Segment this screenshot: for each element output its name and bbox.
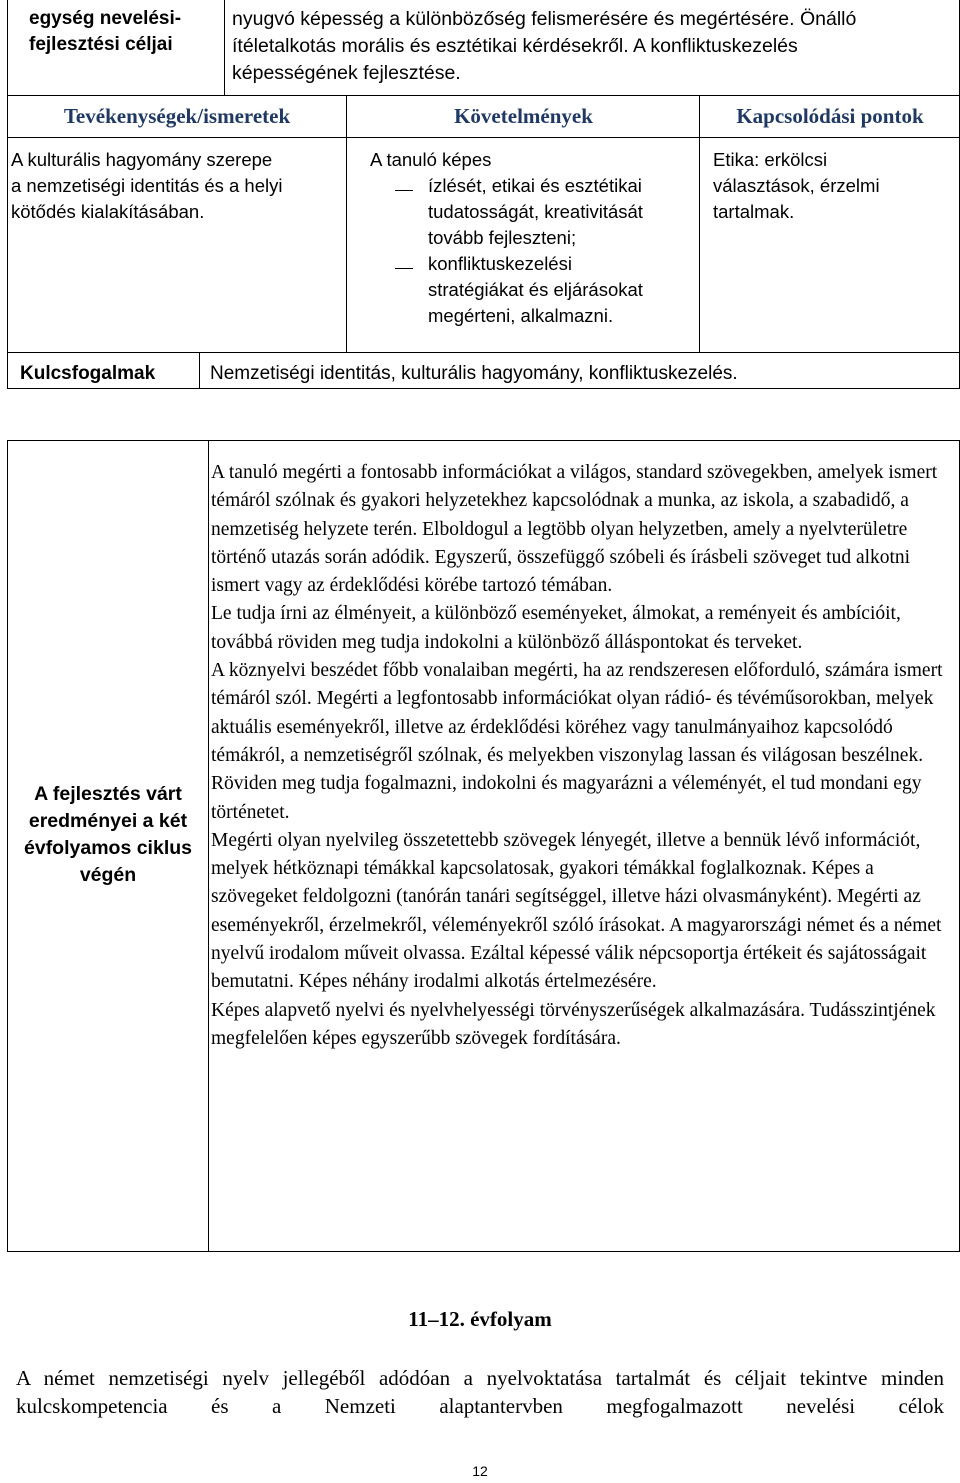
development-goals-table (7, 0, 960, 389)
requirements-item (428, 173, 643, 251)
expected-results-label-line: évfolyamos ciklus (24, 837, 192, 859)
activities-line: a nemzetiségi identitás és a helyi (11, 175, 283, 196)
activities-text (11, 147, 282, 225)
requirements-item (428, 251, 643, 329)
header-requirements-cell (347, 96, 700, 138)
expected-results-table (7, 440, 960, 1252)
header-activities: Tevékenységek/ismeretek (63, 104, 291, 128)
expected-results-paragraph: A tanuló megérti a fontosabb információkat a világos, standard szövegekben, amelyek ismert témáról szólnak és gyakori helyzetekhez kapcsolódnak a munka, az iskola, a szabadidő, a nemzetiség helyzete terén. Elboldogul a legtöbb olyan helyzetben, amely a nyelvterületre történő utazás során adódik. Egyszerű, összefüggő szóbeli és írásbeli szöveget tud alkotni ismert vagy az érdeklődési körébe tartozó témában. (211, 462, 938, 597)
goals-line: nyugvó képesség a különbözőség felismerésére és megértésére. Önálló (232, 8, 857, 30)
connections-line: Etika: erkölcsi (713, 149, 828, 170)
requirements-line: stratégiákat és eljárásokat (428, 279, 643, 300)
goals-line: ítéletalkotás morális és esztétikai kérdésekről. A konfliktuskezelés (232, 35, 798, 57)
requirements-line: tovább fejleszteni; (428, 227, 577, 248)
requirements-line: konfliktuskezelési (428, 253, 572, 274)
column-divider (208, 441, 209, 1251)
expected-results-paragraph: Megérti olyan nyelvileg összetettebb szövegek lényegét, illetve a bennük lévő információt, melyek hétköznapi témákkal kapcsolatosak, gyakori témákkal foglalkoznak. Képes a szövegeket feldolgozni (tanórán tanári segítséggel, illetve házi olvasmányként). Megérti az eseményekről, érzelmekről, véleményekről szóló írásokat. A magyarországi német és a német nyelvű irodalom műveit olvassa. Ezáltal képessé válik népcsoportja értékeit és sajátosságait bemutatni. Képes néhány irodalmi alkotás értelmezésére. (211, 829, 942, 993)
requirements-line: ízlését, etikai és esztétikai (428, 175, 642, 196)
expected-results-text (211, 459, 956, 1053)
page-number: 12 (472, 1463, 488, 1479)
connections-line: választások, érzelmi (713, 175, 880, 196)
activities-line: A kulturális hagyomány szerepe (11, 149, 273, 170)
requirements-line: megérteni, alkalmazni. (428, 305, 614, 326)
goals-line: képességének fejlesztése. (232, 62, 461, 84)
goals-label-line: egység nevelési- (29, 8, 182, 29)
dash-bullet (395, 190, 413, 191)
keywords-text: Nemzetiségi identitás, kulturális hagyomány, konfliktuskezelés. (210, 363, 738, 384)
dash-bullet (395, 268, 413, 269)
goals-label-cell (7, 0, 225, 96)
requirements-intro: A tanuló képes (370, 149, 492, 170)
expected-results-label (8, 781, 208, 889)
requirements-cell (347, 138, 700, 353)
expected-results-paragraph: Le tudja írni az élményeit, a különböző eseményeket, álmokat, a reményeit és ambícióit, továbbá röviden meg tudja indokolni a különböző álláspontokat és terveket. (211, 603, 901, 653)
activities-line: kötődés kialakításában. (11, 201, 205, 222)
keywords-label: Kulcsfogalmak (20, 363, 156, 384)
expected-results-label-line: végén (79, 864, 137, 886)
goals-label-line: fejlesztési céljai (29, 34, 173, 55)
body-paragraph: A német nemzetiségi nyelv jellegéből adódóan a nyelvoktatása tartalmát és céljait tekintve minden kulcskompetencia és a Nemzeti alaptantervben megfogalmazott nevelési célok (16, 1366, 944, 1418)
keywords-label-cell (7, 353, 200, 389)
section-title: 11–12. évfolyam (408, 1307, 552, 1331)
connections-text (713, 147, 880, 225)
expected-results-paragraph: Röviden meg tudja fogalmazni, indokolni és magyarázni a véleményét, el tud mondani egy történetet. (211, 773, 922, 823)
keywords-text-cell (200, 353, 960, 389)
goals-text-cell (225, 0, 960, 96)
connections-cell (700, 138, 960, 353)
expected-results-paragraph: Képes alapvető nyelvi és nyelvhelyességi törvényszerűségek alkalmazására. Tudásszintjének megfelelően képes egyszerűbb szövegek fordítására. (211, 999, 936, 1049)
header-requirements: Követelmények (454, 104, 593, 128)
goals-label (29, 6, 181, 58)
expected-results-label-line: A fejlesztés várt (34, 783, 182, 805)
header-connections-cell (700, 96, 960, 138)
goals-text (232, 6, 957, 87)
requirements-line: tudatosságát, kreativitását (428, 201, 643, 222)
header-activities-cell (7, 96, 347, 138)
activities-cell (7, 138, 347, 353)
connections-line: tartalmak. (713, 201, 795, 222)
expected-results-paragraph: A köznyelvi beszédet főbb vonalaiban megérti, ha az rendszeresen előforduló, számára ismert témáról szól. Megérti a legfontosabb információkat olyan rádió- és tévéműsorokban, melyek aktuális eseményekről, illetve az érdeklődési köréhez vagy tanulmányaihoz kapcsolódó témákról, a nemzetiségről szólnak, és melyekben viszonylag lassan és világosan beszélnek. (211, 660, 943, 766)
header-connections: Kapcsolódási pontok (736, 104, 924, 128)
expected-results-label-line: eredményei a két (28, 810, 188, 832)
